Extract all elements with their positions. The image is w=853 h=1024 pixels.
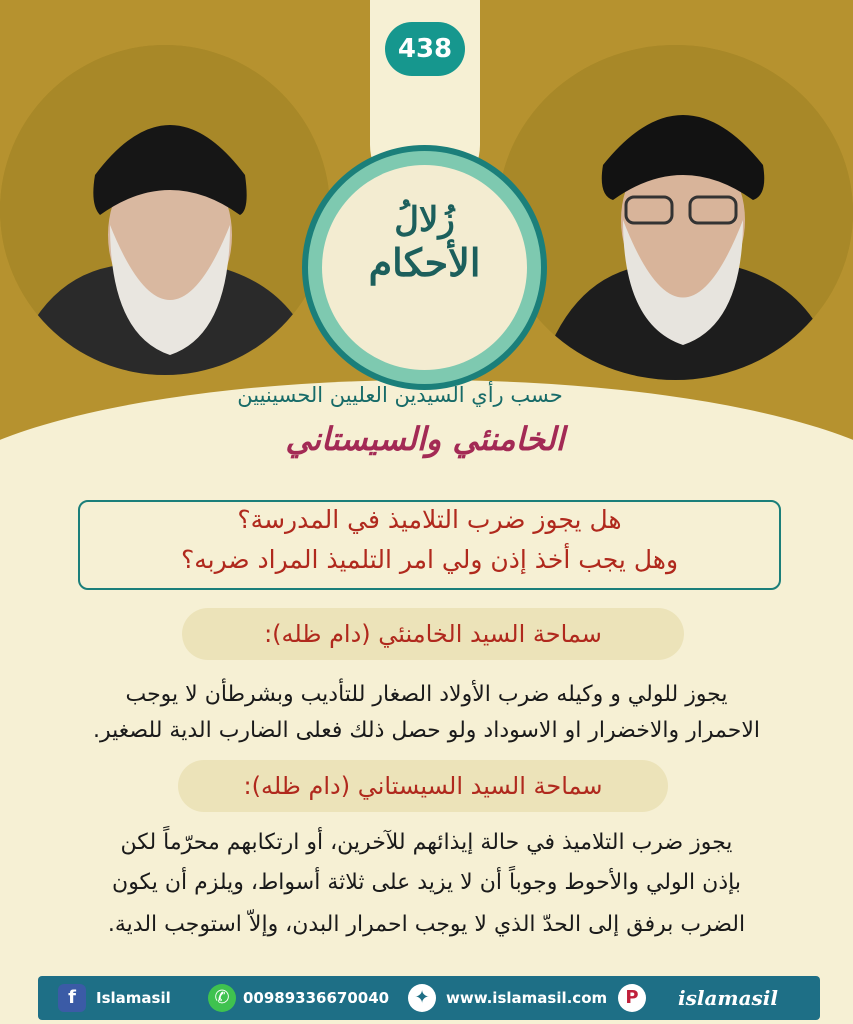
website-link[interactable]: www.islamasil.com [446,989,608,1007]
question-line-1: هل يجوز ضرب التلاميذ في المدرسة؟ [237,505,622,534]
pinterest-link[interactable]: islamasil [678,986,778,1010]
portrait-sistani [0,45,330,375]
logo-line2: الأحكام [368,240,481,285]
scholar-names: الخامنئي والسيستاني [285,420,565,458]
subtitle: حسب رأي السيدين العليين الحسينيين [237,383,563,407]
sistani-answer-line-2: بإذن الولي والأحوط وجوباً أن لا يزيد على ثلاثة أسواط، ويلزم أن يكون [112,870,741,895]
sistani-heading: سماحة السيد السيستاني (دام ظله): [178,760,668,812]
facebook-link[interactable]: Islamasil [96,989,171,1007]
khamenei-answer-line-1: يجوز للولي و وكيله ضرب الأولاد الصغار للتأديب وبشرطأن لا يوجب [125,682,728,707]
facebook-icon[interactable]: f [58,984,86,1012]
whatsapp-number[interactable]: 00989336670040 [243,989,390,1007]
khamenei-answer-line-2: الاحمرار والاخضرار او الاسوداد ولو حصل ذلك فعلى الضارب الدية للصغير. [92,718,760,743]
website-logo-icon[interactable]: ✦ [408,984,436,1012]
footer-bar [38,976,820,1020]
whatsapp-icon[interactable]: ✆ [208,984,236,1012]
number-badge: 438 [385,22,465,76]
portrait-khamenei [498,45,853,380]
pinterest-icon[interactable]: P [618,984,646,1012]
sistani-answer-line-1: يجوز ضرب التلاميذ في حالة إيذائهم للآخرين، أو ارتكابهم محرّماً لكن [120,830,733,855]
sistani-answer-line-3: الضرب برفق إلى الحدّ الذي لا يوجب احمرار البدن، وإلاّ استوجب الدية. [107,912,746,937]
logo-line1: زُلالُ [394,200,455,240]
question-line-2: وهل يجب أخذ إذن ولي امر التلميذ المراد ضربه؟ [180,545,679,574]
khamenei-heading: سماحة السيد الخامنئي (دام ظله): [182,608,684,660]
